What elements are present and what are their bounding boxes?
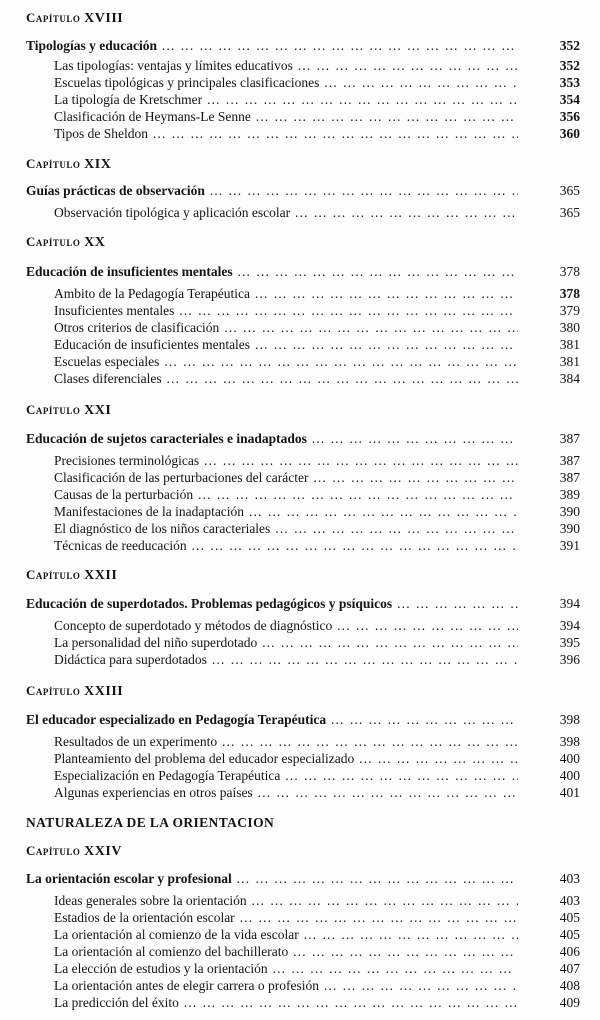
chapter-title-row [0,870,600,887]
chapter-title: Educación de superdotados. Problemas pedagógicos y psíquicos … … … … … … … … … … … … … … … … … … … … … … … … … … … … … … … … … … … … … … … … … … … … … … … … … … … … … [26,595,518,612]
toc-entry [0,108,600,125]
chapter-label: Capítulo [26,10,81,25]
chapter-number: XIX [84,157,112,172]
page-number: 356 [559,109,580,124]
chapter-title: La orientación escolar y profesional … … … … … … … … … … … … … … … … … … … … … … … … … … … … … … … … … … … … … … … … … … … … … … … … … … … … … [26,870,518,887]
toc-entry [0,892,600,909]
entry-text: Educación de insuficientes mentales … … … … … … … … … … … … … … … … … … … … … … … … … … … … … … … … … … … … … … … … … … … … … … … … … … … … … [54,336,518,353]
toc-entry [0,943,600,960]
page-number: 381 [559,354,580,369]
page-number: 394 [559,618,580,633]
chapter-heading [26,10,123,27]
entry-text: Resultados de un experimento … … … … … … … … … … … … … … … … … … … … … … … … … … … … … … … … … … … … … … … … … … … … … … … … … … … … … [54,733,518,750]
chapter-label: Capítulo [26,683,81,698]
entry-text: La personalidad del niño superdotado … … … … … … … … … … … … … … … … … … … … … … … … … … … … … … … … … … … … … … … … … … … … … … … … … … … … … [54,634,518,651]
toc-entry [0,57,600,74]
toc-entry [0,960,600,977]
toc-entry [0,452,600,469]
page-number: 401 [559,785,580,800]
page-number: 380 [559,320,580,335]
entry-text: El diagnóstico de los niños caracteriales … … … … … … … … … … … … … … … … … … … … … … … … … … … … … … … … … … … … … … … … … … … … … … … … … … … … … [54,520,518,537]
page-number: 384 [559,371,580,386]
page-number: 400 [559,768,580,783]
chapter-label: Capítulo [26,402,81,417]
toc-entry [0,74,600,91]
toc-entry [0,520,600,537]
entry-text: La orientación al comienzo del bachillerato … … … … … … … … … … … … … … … … … … … … … … … … … … … … … … … … … … … … … … … … … … … … … … … … … … … … … [54,943,518,960]
entry-text: Las tipologías: ventajas y límites educativos … … … … … … … … … … … … … … … … … … … … … … … … … … … … … … … … … … … … … … … … … … … … … … … … … … … … … [54,57,518,74]
page-number: 398 [559,734,580,749]
entry-text: Clasificación de Heymans-Le Senne … … … … … … … … … … … … … … … … … … … … … … … … … … … … … … … … … … … … … … … … … … … … … … … … … … … … … [54,108,518,125]
toc-entry [0,319,600,336]
toc-entry [0,125,600,142]
chapter-title-row [0,263,600,280]
page-number: 389 [559,487,580,502]
page-number: 381 [559,337,580,352]
entry-text: Concepto de superdotado y métodos de diagnóstico … … … … … … … … … … … … … … … … … … … … … … … … … … … … … … … … … … … … … … … … … … … … … … … … … … … … … [54,617,518,634]
entry-text: Tipos de Sheldon … … … … … … … … … … … … … … … … … … … … … … … … … … … … … … … … … … … … … … … … … … … … … … … … … … … … … [54,125,518,142]
chapter-number: XVIII [84,11,124,26]
page-number: 390 [559,521,580,536]
toc-entry [0,926,600,943]
toc-entry [0,784,600,801]
entry-text: Escuelas tipológicas y principales clasificaciones … … … … … … … … … … … … … … … … … … … … … … … … … … … … … … … … … … … … … … … … … … … … … … … … … … … … … [54,74,518,91]
entry-text: Otros criterios de clasificación … … … … … … … … … … … … … … … … … … … … … … … … … … … … … … … … … … … … … … … … … … … … … … … … … … … … … [54,319,518,336]
entry-text: Técnicas de reeducación … … … … … … … … … … … … … … … … … … … … … … … … … … … … … … … … … … … … … … … … … … … … … … … … … … … … … [54,537,518,554]
toc-entry [0,977,600,994]
chapter-label: Capítulo [26,234,81,249]
page-number: 400 [559,751,580,766]
toc-entry [0,469,600,486]
entry-text: La predicción del éxito … … … … … … … … … … … … … … … … … … … … … … … … … … … … … … … … … … … … … … … … … … … … … … … … … … … … … [54,994,518,1011]
page-number: 395 [559,635,580,650]
chapter-heading [26,156,111,173]
entry-text: La tipología de Kretschmer … … … … … … … … … … … … … … … … … … … … … … … … … … … … … … … … … … … … … … … … … … … … … … … … … … … … … [54,91,518,108]
chapter-label: Capítulo [26,156,81,171]
chapter-title: Educación de sujetos caracteriales e inadaptados … … … … … … … … … … … … … … … … … … … … … … … … … … … … … … … … … … … … … … … … … … … … … … … … … … … … … [26,430,518,447]
chapter-heading [26,402,111,419]
chapter-heading [26,843,122,860]
page-number: 387 [559,470,580,485]
entry-text: Manifestaciones de la inadaptación … … … … … … … … … … … … … … … … … … … … … … … … … … … … … … … … … … … … … … … … … … … … … … … … … … … … … [54,503,518,520]
chapter-heading [26,567,117,584]
toc-entry [0,370,600,387]
part-title: NATURALEZA DE LA ORIENTACION [26,815,275,830]
chapter-label: Capítulo [26,843,81,858]
entry-text: Clases diferenciales … … … … … … … … … … … … … … … … … … … … … … … … … … … … … … … … … … … … … … … … … … … … … … … … … … … … … [54,370,518,387]
toc-entry [0,91,600,108]
toc-entry [0,651,600,668]
toc-entry [0,537,600,554]
chapter-heading [26,683,123,700]
entry-text: Escuelas especiales … … … … … … … … … … … … … … … … … … … … … … … … … … … … … … … … … … … … … … … … … … … … … … … … … … … … … [54,353,518,370]
chapter-title-row [0,430,600,447]
page-number: 405 [559,910,580,925]
toc-entry [0,204,600,221]
page-number: 391 [559,538,580,553]
entry-text: Ideas generales sobre la orientación … … … … … … … … … … … … … … … … … … … … … … … … … … … … … … … … … … … … … … … … … … … … … … … … … … … … … [54,892,518,909]
entry-text: Insuficientes mentales … … … … … … … … … … … … … … … … … … … … … … … … … … … … … … … … … … … … … … … … … … … … … … … … … … … … … [54,302,518,319]
page-number: 396 [559,652,580,667]
entry-text: Estadios de la orientación escolar … … … … … … … … … … … … … … … … … … … … … … … … … … … … … … … … … … … … … … … … … … … … … … … … … … … … … [54,909,518,926]
page-number: 353 [559,75,580,90]
page-number: 408 [559,978,580,993]
page-number: 387 [559,431,580,446]
page-number: 352 [559,38,580,53]
entry-text: Precisiones terminológicas … … … … … … … … … … … … … … … … … … … … … … … … … … … … … … … … … … … … … … … … … … … … … … … … … … … … … [54,452,518,469]
chapter-number: XXII [84,568,118,583]
page-number: 378 [559,264,580,279]
chapter-title-row [0,182,600,199]
toc-entry [0,617,600,634]
entry-text: Algunas experiencias en otros países … … … … … … … … … … … … … … … … … … … … … … … … … … … … … … … … … … … … … … … … … … … … … … … … … … … … … [54,784,518,801]
chapter-title: El educador especializado en Pedagogía Terapéutica … … … … … … … … … … … … … … … … … … … … … … … … … … … … … … … … … … … … … … … … … … … … … … … … … … … … … [26,711,518,728]
page-number: 406 [559,944,580,959]
entry-text: Ambito de la Pedagogía Terapéutica … … … … … … … … … … … … … … … … … … … … … … … … … … … … … … … … … … … … … … … … … … … … … … … … … … … … … [54,285,518,302]
page-number: 360 [559,126,580,141]
toc-entry [0,285,600,302]
page-number: 403 [559,871,580,886]
entry-text: La orientación antes de elegir carrera o profesión … … … … … … … … … … … … … … … … … … … … … … … … … … … … … … … … … … … … … … … … … … … … … … … … … … … … … [54,977,518,994]
toc-entry [0,353,600,370]
page-number: 365 [559,205,580,220]
chapter-label: Capítulo [26,567,81,582]
chapter-title-row [0,595,600,612]
entry-text: Observación tipológica y aplicación escolar … … … … … … … … … … … … … … … … … … … … … … … … … … … … … … … … … … … … … … … … … … … … … … … … … … … … … [54,204,518,221]
toc-entry [0,336,600,353]
page-number: 378 [559,286,580,301]
toc-entry [0,994,600,1011]
toc-entry [0,503,600,520]
entry-text: Didáctica para superdotados … … … … … … … … … … … … … … … … … … … … … … … … … … … … … … … … … … … … … … … … … … … … … … … … … … … … … [54,651,518,668]
toc-entry [0,767,600,784]
page-number: 352 [559,58,580,73]
page-number: 365 [559,183,580,198]
page-number: 407 [559,961,580,976]
entry-text: Causas de la perturbación … … … … … … … … … … … … … … … … … … … … … … … … … … … … … … … … … … … … … … … … … … … … … … … … … … … … … [54,486,518,503]
chapter-title: Tipologías y educación … … … … … … … … … … … … … … … … … … … … … … … … … … … … … … … … … … … … … … … … … … … … … … … … … … … … … [26,37,518,54]
page-number: 409 [559,995,580,1010]
toc-entry [0,486,600,503]
toc-entry [0,634,600,651]
chapter-number: XXIV [84,844,122,859]
page-number: 387 [559,453,580,468]
entry-text: Planteamiento del problema del educador especializado … … … … … … … … … … … … … … … … … … … … … … … … … … … … … … … … … … … … … … … … … … … … … … … … … … … … … [54,750,518,767]
page-number: 403 [559,893,580,908]
chapter-title-row [0,711,600,728]
page-number: 394 [559,596,580,611]
chapter-number: XX [84,235,106,250]
chapter-heading [26,234,105,251]
entry-text: Especialización en Pedagogía Terapéutica … … … … … … … … … … … … … … … … … … … … … … … … … … … … … … … … … … … … … … … … … … … … … … … … … … … … … [54,767,518,784]
page-number: 405 [559,927,580,942]
toc-entry [0,750,600,767]
entry-text: La orientación al comienzo de la vida escolar … … … … … … … … … … … … … … … … … … … … … … … … … … … … … … … … … … … … … … … … … … … … … … … … … … … … … [54,926,518,943]
toc-entry [0,302,600,319]
chapter-title-row [0,37,600,54]
chapter-number: XXIII [84,684,124,699]
page-number: 390 [559,504,580,519]
chapter-title: Guías prácticas de observación … … … … … … … … … … … … … … … … … … … … … … … … … … … … … … … … … … … … … … … … … … … … … … … … … … … … … [26,182,518,199]
toc-entry [0,909,600,926]
chapter-number: XXI [84,403,112,418]
entry-text: La elección de estudios y la orientación … … … … … … … … … … … … … … … … … … … … … … … … … … … … … … … … … … … … … … … … … … … … … … … … … … … … … [54,960,518,977]
entry-text: Clasificación de las perturbaciones del carácter … … … … … … … … … … … … … … … … … … … … … … … … … … … … … … … … … … … … … … … … … … … … … … … … … … … … … [54,469,518,486]
page-number: 379 [559,303,580,318]
chapter-title: Educación de insuficientes mentales … … … … … … … … … … … … … … … … … … … … … … … … … … … … … … … … … … … … … … … … … … … … … … … … … … … … … [26,263,518,280]
page-number: 398 [559,712,580,727]
toc-entry [0,733,600,750]
page-number: 354 [559,92,580,107]
